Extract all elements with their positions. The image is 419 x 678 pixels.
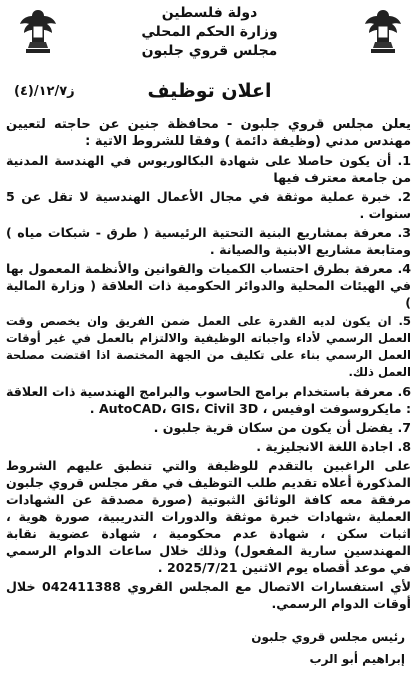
condition-item: 8. اجادة اللغة الانجليزية . (256, 439, 411, 454)
condition-item: 2. خبرة عملية موثقة في مجال الأعمال الهندسية لا تقل عن 5 سنوات . (6, 189, 411, 221)
signature-name: إبراهيم أبو الرب (309, 652, 405, 666)
signature-block (251, 626, 405, 670)
intro-paragraph: يعلن مجلس قروي جلبون - محافظة جنين عن حاجته لتعيين مهندس مدني (وظيفة دائمة ) وفقا للشروط الاتية : (6, 117, 411, 149)
page-title: اعلان توظيف (147, 80, 272, 102)
condition-item: 4. معرفة بطرق احتساب الكميات والقوانين والأنظمة المعمول بها في الهيئات المحلية والدوائر الحكومية ذات العلاقة ( وزارة المالية ) (6, 261, 411, 310)
condition-item: 5. ان يكون لديه القدرة على العمل ضمن الفريق وان يخصص وقت العمل الرسمي لأداء واجباته الوظيفية والالتزام بالعمل في غير أوقات العمل الرسمي بناء على تكليف من الجهة المختصة اذا اقتضت مصلحة العمل ذلك. (6, 314, 411, 379)
condition-item: 7. يفضل أن يكون من سكان قرية جلبون . (153, 420, 411, 435)
contact-paragraph: لأي استفسارات الاتصال مع المجلس القروي 042411388 خلال أوقات الدوام الرسمي. (6, 579, 411, 611)
header-line-ministry: وزارة الحكم المحلي (141, 24, 278, 40)
reference-number: ز١٢/٧/(٤) (14, 84, 75, 99)
condition-item: 6. معرفة باستخدام برامج الحاسوب والبرامج الهندسية ذات العلاقة : مايكروسوفت اوفيس ، AutoCAD، GIS، Civil 3D . (6, 384, 411, 416)
header-line-state: دولة فلسطين (161, 5, 258, 21)
letterhead (90, 4, 329, 61)
condition-item: 1. أن يكون حاصلا على شهادة البكالوريوس في الهندسة المدنية من جامعة معترف فيها (6, 153, 411, 185)
header-line-council: مجلس قروي جلبون (141, 43, 278, 59)
palestine-eagle-emblem-icon (16, 4, 60, 56)
signature-title: رئيس مجلس قروي جلبون (251, 630, 405, 644)
palestine-eagle-emblem-icon (361, 4, 405, 56)
announcement-body (6, 116, 411, 612)
condition-item: 3. معرفة بمشاريع البنية التحتية الرئيسية ( طرق - شبكات مياه ) ومتابعة مشاريع الابنية والصيانة . (6, 225, 411, 257)
application-paragraph: على الراغبين بالتقدم للوظيفة والتي تنطبق عليهم الشروط المذكورة أعلاه تقديم طلب التوظيف في مقر مجلس قروي جلبون مرفقة معه كافة الوثائق الثبوتية (صورة مصدقة عن الشهادات العملية ،شهادات خبرة موثقة والدورات التدريبية، صورة هوية ، اثبات سكن ، شهادة عدم محكومية ، شهادة عضوية نقابة المهندسين سارية المفعول) وذلك خلال ساعات الدوام الرسمي في موعد أقصاه يوم الاثنين 2025/7/21 . (6, 458, 411, 575)
